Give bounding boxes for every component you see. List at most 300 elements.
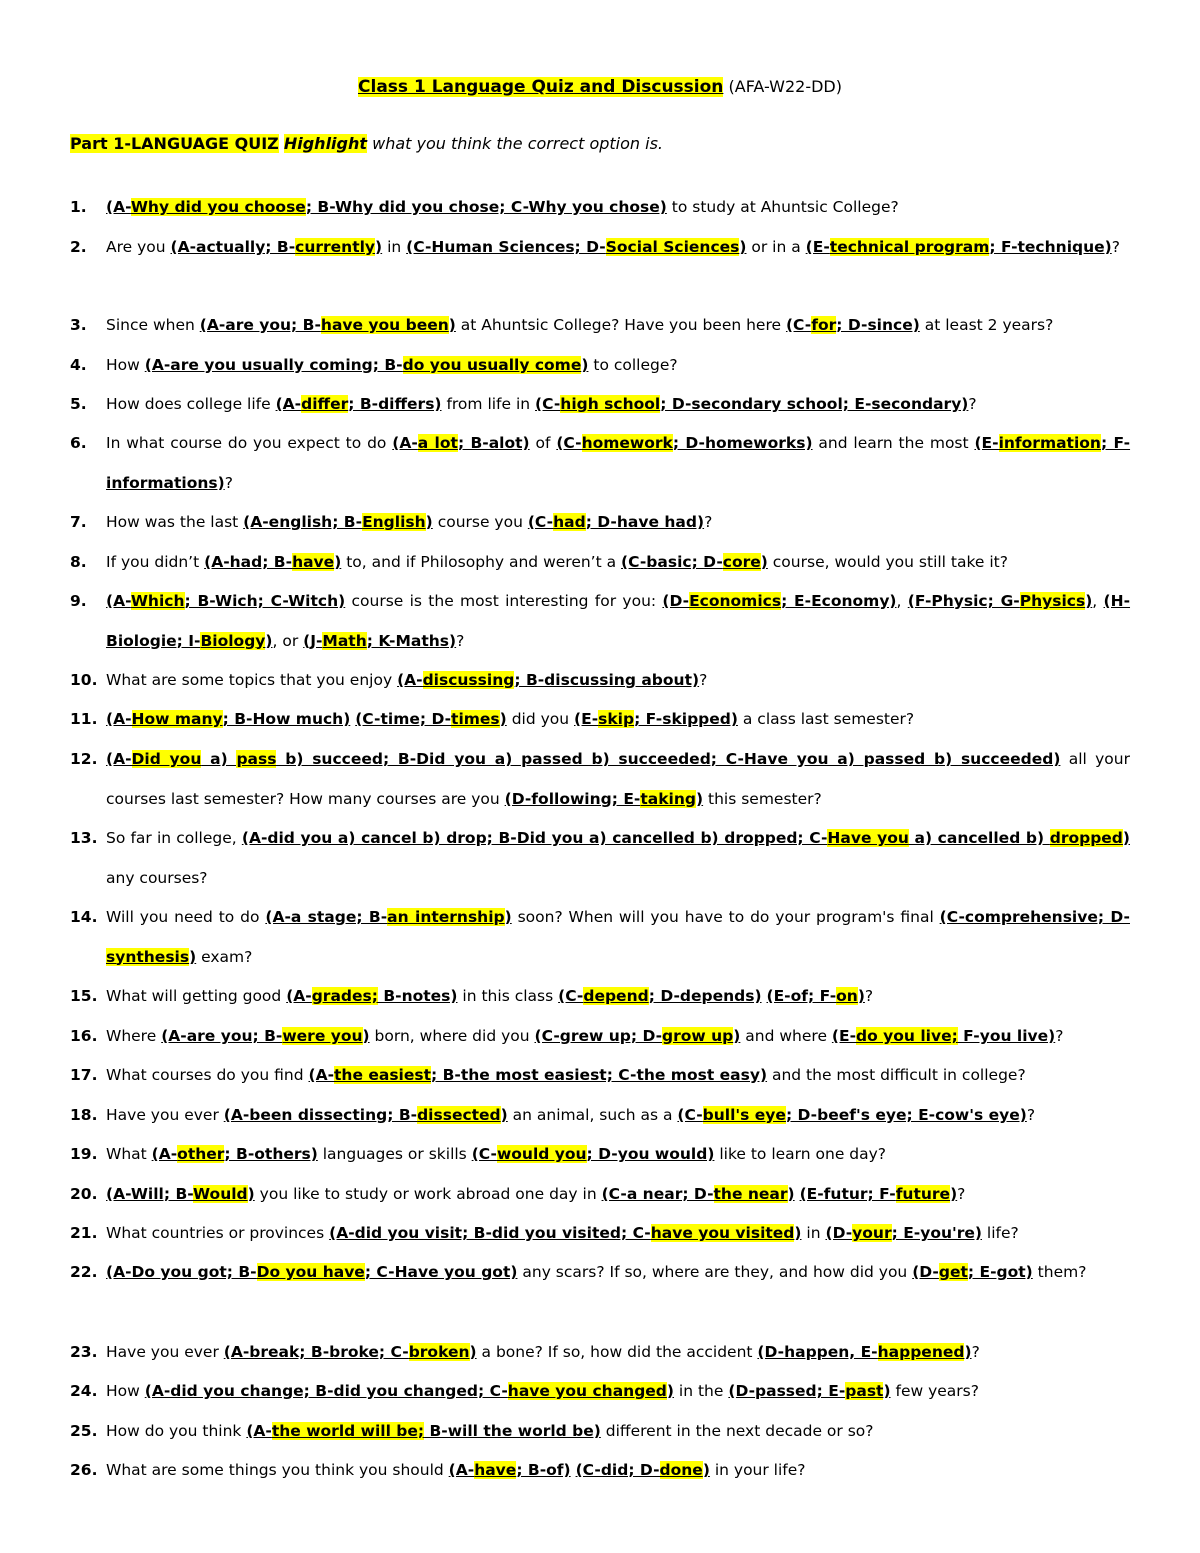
question-segment: of — [529, 434, 557, 452]
question-segment: So far in college, — [106, 829, 242, 847]
question-number: 24. — [70, 1382, 98, 1400]
highlighted-answer: have — [474, 1461, 517, 1479]
quiz-title: Class 1 Language Quiz and Discussion — [358, 77, 724, 97]
question-segment: How do you think — [106, 1422, 247, 1440]
question-text — [106, 1412, 1130, 1452]
highlighted-answer: broken — [408, 1343, 470, 1361]
question-number: 20. — [70, 1185, 98, 1203]
highlighted-answer: Social Sciences — [605, 238, 740, 256]
answer-option: B-will the world be) — [424, 1422, 601, 1440]
answer-option: (A- — [151, 1145, 178, 1163]
question-segment: and the most difficult in college? — [767, 1066, 1026, 1084]
answer-option: ) — [362, 1027, 370, 1045]
highlighted-answer: Have you — [827, 829, 909, 847]
highlighted-answer: skip — [598, 710, 635, 728]
highlighted-answer: Which — [130, 592, 185, 610]
question-segment: Have you ever — [106, 1106, 224, 1124]
question-segment: Have you ever — [106, 1343, 224, 1361]
question-segment: , — [896, 592, 908, 610]
answer-option: (C- — [556, 434, 582, 452]
question-item — [70, 228, 1130, 268]
highlighted-answer: Do you have — [256, 1263, 365, 1281]
answer-option: ) — [425, 513, 433, 531]
question-segment: What are some things you think you should — [106, 1461, 449, 1479]
highlighted-answer: done — [659, 1461, 703, 1479]
answer-option: (A-are you; B- — [199, 316, 321, 334]
question-text — [106, 700, 1130, 740]
highlighted-answer: other — [177, 1145, 225, 1163]
question-segment: at least 2 years? — [919, 316, 1054, 334]
question-text — [106, 385, 1130, 425]
answer-option: (C- — [558, 987, 584, 1005]
highlighted-answer: pass — [236, 750, 277, 768]
question-segment: or in a — [746, 238, 806, 256]
question-segment: and where — [740, 1027, 832, 1045]
answer-option: ) — [499, 710, 507, 728]
answer-option: (A-actually; B- — [170, 238, 296, 256]
question-segment: a bone? If so, how did the accident — [476, 1343, 758, 1361]
question-segment: ? — [1026, 1106, 1036, 1124]
question-text — [106, 228, 1130, 268]
question-segment: , or — [272, 631, 304, 650]
question-segment: at Ahuntsic College? Have you been here — [455, 316, 786, 334]
question-segment: ? — [864, 987, 874, 1005]
question-segment: Since when — [106, 316, 200, 334]
highlighted-answer: dropped — [1049, 829, 1123, 847]
part-heading — [70, 130, 663, 158]
question-number: 18. — [70, 1106, 98, 1124]
question-segment: soon? When will you have to do your program's final — [511, 908, 940, 926]
highlighted-answer: were you — [282, 1027, 363, 1045]
question-item — [70, 306, 1130, 346]
question-segment: this semester? — [703, 789, 822, 808]
highlighted-answer: Why did you choose — [130, 198, 306, 216]
question-number: 13. — [70, 829, 98, 847]
question-segment: in this class — [457, 987, 559, 1005]
question-text — [106, 1253, 1130, 1293]
answer-option: (D-following; E- — [504, 789, 641, 808]
question-text — [106, 819, 1130, 898]
question-segment: ? — [704, 513, 713, 531]
question-item — [70, 424, 1130, 503]
answer-option: ; B-Why did you chose; C-Why you chose) — [305, 198, 667, 216]
answer-option: a) cancelled b) — [908, 829, 1050, 847]
answer-option: ; D-beef's eye; E-cow's eye) — [785, 1106, 1027, 1124]
answer-option: (A-did you visit; B-did you visited; C- — [329, 1224, 651, 1242]
question-segment: in your life? — [709, 1461, 806, 1479]
highlighted-answer: do you live; — [856, 1027, 958, 1045]
highlighted-answer: grow up — [662, 1027, 734, 1045]
highlighted-answer: dissected — [417, 1106, 501, 1124]
answer-option: (A-are you usually coming; B- — [144, 356, 403, 374]
question-item — [70, 385, 1130, 425]
answer-option: (D- — [912, 1263, 939, 1281]
question-item — [70, 346, 1130, 386]
highlighted-answer: differ — [301, 395, 349, 413]
question-segment: ? — [699, 671, 708, 689]
answer-option: ; B-Wich; C-Witch) — [184, 592, 346, 610]
question-number: 16. — [70, 1027, 98, 1045]
answer-option: (F-Physic; G- — [907, 592, 1020, 610]
answer-option: (A- — [397, 671, 423, 689]
answer-option: (A-been dissecting; B- — [223, 1106, 418, 1124]
answer-option: B-notes) — [377, 987, 458, 1005]
question-text — [106, 1175, 1130, 1215]
highlighted-answer: have you changed — [507, 1382, 667, 1400]
highlighted-answer: technical program — [829, 238, 990, 256]
highlighted-answer: information — [998, 434, 1101, 452]
question-segment: any scars? If so, where are they, and how did you — [517, 1263, 913, 1281]
answer-option: ) — [666, 1382, 674, 1400]
highlighted-answer: taking — [640, 789, 696, 808]
question-number: 26. — [70, 1461, 98, 1479]
answer-option: ) — [702, 1461, 710, 1479]
answer-option: (H-Biologie; I- — [106, 592, 1131, 650]
question-segment: ? — [971, 1343, 980, 1361]
question-segment: exam? — [196, 947, 253, 966]
question-item — [70, 188, 1130, 228]
answer-option: (C- — [535, 395, 561, 413]
question-number: 19. — [70, 1145, 98, 1163]
question-item — [70, 1214, 1130, 1254]
answer-option: (C-time; D- — [355, 710, 452, 728]
question-segment: ? — [1111, 238, 1120, 256]
question-segment: any courses? — [106, 868, 208, 887]
question-number: 2. — [70, 238, 87, 256]
highlighted-answer: English — [362, 513, 426, 531]
highlighted-answer: Math — [322, 631, 367, 650]
question-segment: few years? — [890, 1382, 979, 1400]
question-item — [70, 1333, 1130, 1373]
question-segment: them? — [1032, 1263, 1087, 1281]
answer-option: ) — [760, 553, 768, 571]
highlighted-answer: do you usually come — [402, 356, 582, 374]
question-item — [70, 582, 1130, 661]
answer-option: ; B-alot) — [457, 434, 530, 452]
question-text — [106, 661, 1130, 701]
answer-option: a) — [201, 750, 237, 768]
answer-option: (C-did; D- — [575, 1461, 660, 1479]
question-number: 25. — [70, 1422, 98, 1440]
question-segment: to, and if Philosophy and weren’t a — [341, 553, 622, 571]
question-segment: What courses do you find — [106, 1066, 309, 1084]
answer-option: (C- — [471, 1145, 497, 1163]
question-segment: from life in — [441, 395, 536, 413]
answer-option: ) — [739, 238, 747, 256]
answer-option: ; F-skipped) — [634, 710, 738, 728]
question-segment: languages or skills — [317, 1145, 472, 1163]
highlighted-answer: for — [811, 316, 837, 334]
question-number: 17. — [70, 1066, 98, 1084]
highlighted-answer: core — [722, 553, 761, 571]
question-segment: Will you need to do — [106, 908, 266, 926]
answer-option: (A- — [106, 198, 131, 216]
question-item — [70, 1412, 1130, 1452]
answer-option: ) — [883, 1382, 891, 1400]
answer-option: (C-a near; D- — [601, 1185, 714, 1203]
question-text — [106, 346, 1130, 386]
highlighted-answer: bull's eye — [702, 1106, 786, 1124]
answer-option: (C-comprehensive; D- — [939, 908, 1130, 926]
answer-option: ; B-the most easiest; C-the most easy) — [431, 1066, 768, 1084]
answer-option: (A- — [275, 395, 302, 413]
question-number: 12. — [70, 750, 98, 768]
highlighted-answer: Would — [193, 1185, 248, 1203]
answer-option: (A- — [106, 750, 132, 768]
question-number: 22. — [70, 1263, 98, 1281]
answer-option: (E- — [574, 710, 599, 728]
answer-option: ; D-secondary school; E-secondary) — [660, 395, 969, 413]
question-segment: ? — [456, 631, 465, 650]
question-segment: course is the most interesting for you: — [345, 592, 663, 610]
question-item — [70, 1056, 1130, 1096]
highlighted-answer: get — [938, 1263, 968, 1281]
answer-option: ) — [247, 1185, 255, 1203]
question-item — [70, 898, 1130, 977]
question-item — [70, 1096, 1130, 1136]
question-number: 14. — [70, 908, 98, 926]
answer-option: ; B-others) — [224, 1145, 318, 1163]
question-item — [70, 1372, 1130, 1412]
question-segment: course, would you still take it? — [767, 553, 1008, 571]
question-segment: an animal, such as a — [507, 1106, 678, 1124]
question-number: 11. — [70, 710, 98, 728]
answer-option: (A-Do you got; B- — [106, 1263, 257, 1281]
question-segment: and learn the most — [812, 434, 975, 452]
answer-option: ; K-Maths) — [366, 631, 457, 650]
question-segment: What countries or provinces — [106, 1224, 330, 1242]
answer-option: ; B-discussing about) — [514, 671, 700, 689]
answer-option: (C-basic; D- — [621, 553, 723, 571]
highlighted-answer: Biology — [200, 631, 266, 650]
question-text — [106, 1135, 1130, 1175]
answer-option: ) — [794, 1224, 802, 1242]
highlighted-answer: have — [292, 553, 335, 571]
answer-option: ) — [581, 356, 589, 374]
question-segment: Are you — [106, 238, 171, 256]
answer-option: (D-happen, E- — [757, 1343, 878, 1361]
highlighted-answer: your — [852, 1224, 892, 1242]
answer-option: ) — [189, 947, 197, 966]
highlighted-answer: synthesis — [106, 947, 190, 966]
question-item — [70, 1451, 1130, 1491]
answer-option: (A-break; B-broke; C- — [223, 1343, 409, 1361]
question-text — [106, 424, 1130, 503]
highlighted-answer: homework — [581, 434, 673, 452]
question-segment: born, where did you — [369, 1027, 535, 1045]
answer-option: (E- — [974, 434, 999, 452]
question-text — [106, 977, 1130, 1017]
highlighted-answer: How many — [131, 710, 223, 728]
answer-option: ; C-Have you got) — [364, 1263, 518, 1281]
question-text — [106, 543, 1130, 583]
question-item — [70, 977, 1130, 1017]
question-text — [106, 1451, 1130, 1491]
highlight-word: Highlight — [283, 134, 368, 153]
answer-option: (E- — [831, 1027, 857, 1045]
question-segment: , — [1092, 592, 1104, 610]
question-item — [70, 819, 1130, 898]
answer-option: ) — [1122, 829, 1130, 847]
question-segment: ? — [1055, 1027, 1064, 1045]
answer-option: ) — [964, 1343, 972, 1361]
answer-option: ) — [448, 316, 456, 334]
answer-option: ) — [500, 1106, 508, 1124]
question-number: 3. — [70, 316, 87, 334]
answer-option: ) — [857, 987, 865, 1005]
highlighted-answer: a lot — [417, 434, 458, 452]
answer-option: b) succeed; B-Did you a) passed b) succeeded; C-Have you a) passed b) succeeded) — [276, 750, 1061, 768]
answer-option: (A- — [448, 1461, 475, 1479]
answer-option: (C- — [527, 513, 554, 531]
question-segment: How — [106, 356, 145, 374]
answer-option: ; B-of) — [516, 1461, 571, 1479]
answer-option: (A-had; B- — [204, 553, 293, 571]
highlighted-answer: the near — [713, 1185, 788, 1203]
question-segment: life? — [981, 1224, 1019, 1242]
question-number: 1. — [70, 198, 87, 216]
course-code: (AFA-W22-DD) — [728, 77, 842, 96]
question-segment: ? — [968, 395, 977, 413]
question-text — [106, 1096, 1130, 1136]
question-item — [70, 1175, 1130, 1215]
question-segment: you like to study or work abroad one day in — [254, 1185, 602, 1203]
answer-option: ) — [950, 1185, 958, 1203]
highlighted-answer: past — [845, 1382, 884, 1400]
answer-option: ) — [1085, 592, 1093, 610]
question-item — [70, 1135, 1130, 1175]
question-segment: In what course do you expect to do — [106, 434, 393, 452]
question-segment: all your courses last semester? How many courses are you — [106, 750, 1130, 808]
question-text — [106, 740, 1130, 819]
answer-option: ) — [504, 908, 512, 926]
question-segment: How — [106, 1382, 145, 1400]
question-number: 9. — [70, 592, 87, 610]
answer-option: ; D-homeworks) — [672, 434, 813, 452]
answer-option: ; D-depends) — [648, 987, 762, 1005]
answer-option: ) — [375, 238, 383, 256]
question-segment: like to learn one day? — [714, 1145, 887, 1163]
highlighted-answer: happened — [877, 1343, 965, 1361]
question-text — [106, 1372, 1130, 1412]
highlighted-answer: have you been — [320, 316, 449, 334]
question-text — [106, 1056, 1130, 1096]
question-text — [106, 188, 1130, 228]
highlighted-answer: on — [836, 987, 858, 1005]
question-segment: to study at Ahuntsic College? — [666, 198, 899, 216]
question-text — [106, 306, 1130, 346]
question-number: 5. — [70, 395, 87, 413]
question-segment: What will getting good — [106, 987, 287, 1005]
answer-option: ; D-you would) — [586, 1145, 715, 1163]
highlighted-answer: the easiest — [334, 1066, 432, 1084]
answer-option: (C-Human Sciences; D- — [406, 238, 606, 256]
question-segment: did you — [506, 710, 575, 728]
question-segment: different in the next decade or so? — [600, 1422, 874, 1440]
answer-option: (A- — [308, 1066, 334, 1084]
question-segment: ? — [957, 1185, 966, 1203]
answer-option: ; F-informations) — [106, 434, 1131, 492]
question-segment: course you — [432, 513, 528, 531]
answer-option: ; E-Economy) — [781, 592, 897, 610]
highlighted-answer: have you visited — [650, 1224, 795, 1242]
answer-option: ) — [695, 789, 704, 808]
answer-option: ; F-technique) — [989, 238, 1112, 256]
answer-option: ; D-have had) — [585, 513, 705, 531]
answer-option: (A-did you a) cancel b) drop; B-Did you a) cancelled b) dropped; C- — [241, 829, 828, 847]
answer-option: ; E-got) — [967, 1263, 1033, 1281]
answer-option: (E- — [805, 238, 830, 256]
question-text — [106, 898, 1130, 977]
answer-option: (A- — [246, 1422, 272, 1440]
highlighted-answer: grades; — [311, 987, 378, 1005]
highlighted-answer: Did you — [131, 750, 202, 768]
question-item — [70, 700, 1130, 740]
answer-option: F-you live) — [957, 1027, 1056, 1045]
answer-option: (E-of; F- — [766, 987, 837, 1005]
answer-option: (C- — [785, 316, 812, 334]
highlighted-answer: had — [553, 513, 586, 531]
answer-option: (D- — [662, 592, 690, 610]
answer-option: ) — [733, 1027, 741, 1045]
question-segment: in — [801, 1224, 826, 1242]
answer-option: (C-grew up; D- — [534, 1027, 663, 1045]
answer-option: (D-passed; E- — [728, 1382, 846, 1400]
question-text — [106, 1333, 1130, 1373]
answer-option: ) — [265, 631, 273, 650]
question-segment: Where — [106, 1027, 162, 1045]
answer-option: (A- — [392, 434, 418, 452]
answer-option: ) — [334, 553, 342, 571]
question-segment: How does college life — [106, 395, 276, 413]
answer-option: (E-futur; F- — [799, 1185, 896, 1203]
question-segment: a class last semester? — [737, 710, 915, 728]
highlighted-answer: currently — [295, 238, 376, 256]
question-number: 23. — [70, 1343, 98, 1361]
question-item — [70, 503, 1130, 543]
part-label: Part 1-LANGUAGE QUIZ — [70, 134, 279, 153]
answer-option: (A-english; B- — [243, 513, 363, 531]
answer-option: (A- — [106, 592, 131, 610]
question-segment: ? — [224, 473, 233, 492]
question-segment: in — [382, 238, 407, 256]
question-number: 4. — [70, 356, 87, 374]
answer-option: (A-did you change; B-did you changed; C- — [144, 1382, 508, 1400]
question-text — [106, 1017, 1130, 1057]
answer-option: ; B-differs) — [348, 395, 442, 413]
question-number: 15. — [70, 987, 98, 1005]
highlighted-answer: Economics — [689, 592, 782, 610]
highlighted-answer: depend — [583, 987, 649, 1005]
question-item — [70, 740, 1130, 819]
question-number: 7. — [70, 513, 87, 531]
highlighted-answer: an internship — [387, 908, 505, 926]
answer-option: (D- — [825, 1224, 853, 1242]
question-item — [70, 661, 1130, 701]
question-item — [70, 1253, 1130, 1293]
highlighted-answer: Physics — [1019, 592, 1086, 610]
question-item — [70, 543, 1130, 583]
highlighted-answer: the world will be; — [271, 1422, 425, 1440]
answer-option: (J- — [303, 631, 323, 650]
question-segment: What are some topics that you enjoy — [106, 671, 398, 689]
answer-option: ; B-How much) — [222, 710, 351, 728]
answer-option: ) — [469, 1343, 477, 1361]
answer-option: ) — [787, 1185, 795, 1203]
question-text — [106, 1214, 1130, 1254]
question-segment: in the — [674, 1382, 729, 1400]
answer-option: (A- — [106, 710, 132, 728]
